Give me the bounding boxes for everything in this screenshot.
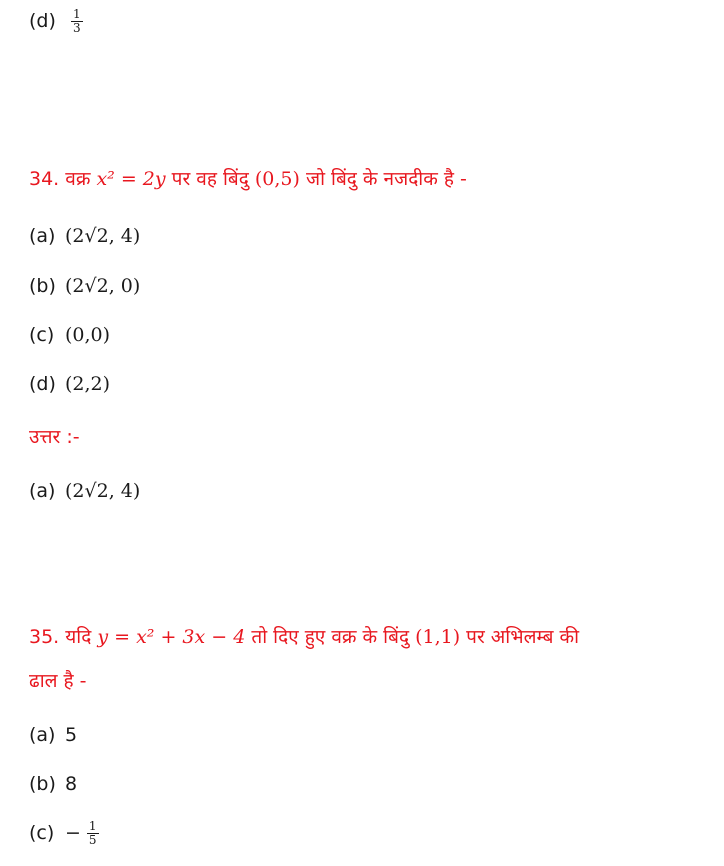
option-value: 5 (65, 724, 78, 746)
option-label: (c) (29, 324, 55, 346)
q34-option-d (29, 371, 110, 397)
option-sign: − (65, 822, 81, 844)
option-value: (2√2, 0) (65, 275, 141, 297)
q35-option-a (29, 722, 77, 748)
fraction (87, 820, 99, 847)
q34-option-a (29, 223, 140, 249)
q35-option-c (29, 820, 99, 847)
question-text: जो बिंदु के नजदीक है - (305, 168, 467, 190)
question-number: 35. (29, 626, 60, 648)
option-label: (b) (29, 773, 56, 795)
q34-option-b (29, 273, 140, 299)
q35-option-b (29, 771, 77, 797)
answer-value: (2√2, 4) (65, 480, 141, 502)
question-point: (0,5) (254, 168, 300, 190)
q35-question-line2: ढाल है - (29, 670, 87, 692)
question-text: वक्र (65, 168, 91, 190)
option-label: (d) (29, 10, 56, 32)
q34-answer-heading: उत्तर :- (29, 426, 80, 448)
question-text: यदि (65, 626, 92, 648)
q35-question (29, 624, 579, 650)
option-label: (b) (29, 275, 56, 297)
q33-option-d (29, 8, 83, 35)
option-label: (c) (29, 822, 55, 844)
fraction-denominator: 5 (88, 833, 97, 847)
question-text: पर वह बिंदु (171, 168, 249, 190)
option-value: (0,0) (65, 324, 111, 346)
q34-question (29, 166, 467, 192)
fraction-denominator: 3 (73, 21, 81, 35)
question-point: (1,1) (415, 626, 461, 648)
answer-label: (a) (29, 480, 56, 502)
option-value: (2√2, 4) (65, 225, 141, 247)
option-label: (a) (29, 724, 56, 746)
question-equation: y = x² + 3x − 4 (97, 626, 246, 648)
fraction (71, 8, 83, 35)
q34-option-c (29, 322, 110, 348)
option-label: (a) (29, 225, 56, 247)
question-equation: x² = 2y (96, 168, 166, 190)
question-text: तो दिए हुए वक्र के बिंदु (251, 626, 410, 648)
fraction-numerator: 1 (88, 819, 97, 833)
option-value: (2,2) (65, 373, 111, 395)
question-number: 34. (29, 168, 60, 190)
option-label: (d) (29, 373, 56, 395)
question-text: पर अभिलम्ब की (466, 626, 580, 648)
fraction-numerator: 1 (73, 7, 81, 21)
option-value: 8 (65, 773, 78, 795)
q34-answer (29, 478, 140, 504)
